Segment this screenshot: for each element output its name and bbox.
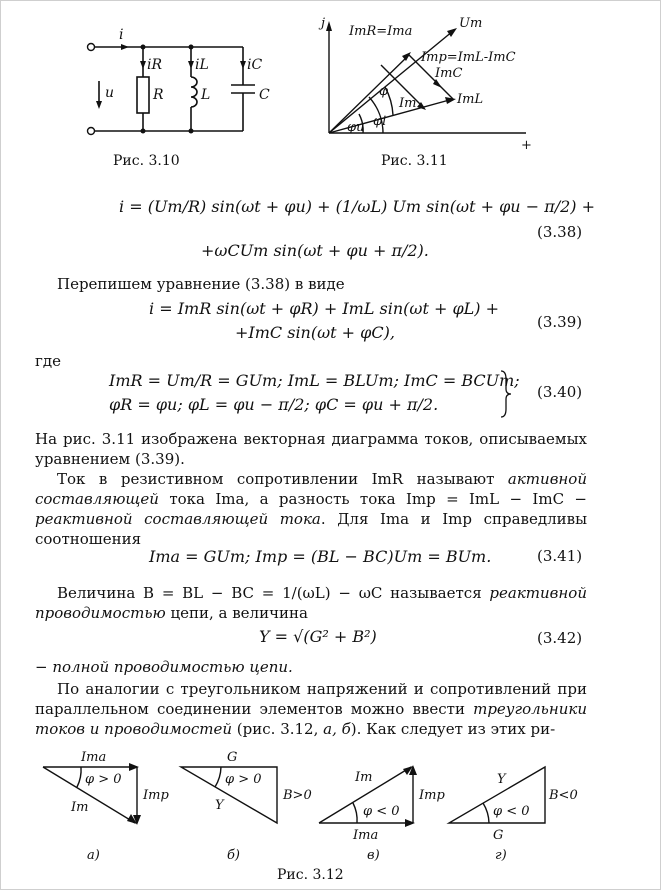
equation-number-3-41: (3.41) — [537, 547, 583, 565]
label-phiu: φu — [347, 120, 365, 135]
fig312g-label-hyp: Y — [497, 772, 506, 787]
equation-3-38-line1: i = (Um/R) sin(ωt + φu) + (1/ωL) Um sin(ωt + φu − π/2) + — [119, 197, 596, 216]
fig312a-label-angle: φ > 0 — [85, 772, 122, 787]
label-u: u — [105, 85, 115, 101]
fig312v-letter: в) — [367, 848, 380, 863]
fig312b-label-angle: φ > 0 — [225, 772, 262, 787]
fig312a-letter: а) — [87, 848, 100, 863]
para5-text-3: ). Как следует из этих ри- — [350, 720, 556, 738]
fig312g-letter: г) — [495, 848, 507, 863]
text-full-conductance: − полной проводимостью цепи. — [35, 658, 293, 676]
para5-text-2: (рис. 3.12, — [232, 720, 324, 738]
para3-text-1: Величина B = BL − BC = 1/(ωL) − ωC называется — [57, 584, 490, 602]
caption-fig-3-11: Рис. 3.11 — [381, 153, 448, 169]
fig312a-label-hyp: Im — [71, 800, 89, 815]
label-Im: Im — [399, 96, 417, 111]
axis-label-j: j — [321, 16, 326, 31]
para3-italic-1: реактивной проводимостью — [35, 584, 587, 622]
fig312v-label-hyp: Im — [355, 770, 373, 785]
label-Um: Um — [459, 16, 483, 31]
fig312v-label-side: Imp — [419, 788, 445, 803]
fig312a-label-side: Imp — [143, 788, 169, 803]
triangles-fig-3-12 — [31, 747, 591, 867]
label-ImR: ImR=Ima — [349, 24, 413, 39]
vector-diagram-fig-3-11 — [311, 11, 541, 151]
para2-italic-2: реактивной составляющей тока — [35, 510, 321, 528]
paragraph-vector-diagram: На рис. 3.11 изображена векторная диаграмма токов, описываемых уравнением (3.39). — [35, 430, 587, 468]
equation-number-3-40: (3.40) — [537, 383, 583, 401]
fig312b-label-top: G — [227, 750, 238, 765]
label-ImL: ImL — [457, 92, 484, 107]
paragraph-reactive-conductance — [35, 583, 587, 623]
circuit-diagram-fig-3-10 — [81, 19, 281, 147]
text-where: где — [35, 352, 61, 370]
equation-3-40-line2: φR = φu; φL = φu − π/2; φC = φu + π/2. — [109, 395, 439, 414]
fig312g-label-bottom: G — [493, 828, 504, 843]
paragraph-triangles — [35, 679, 587, 739]
label-i: i — [119, 27, 124, 43]
para5-text-1: По аналогии с треугольником напряжений и сопротивлений при параллельном соединении элементов можно ввести — [35, 680, 587, 718]
label-iR: iR — [147, 57, 163, 73]
para2-italic-1: активной составляющей — [35, 470, 587, 508]
fig312v-label-angle: φ < 0 — [363, 804, 400, 819]
equation-3-39-line2: +ImC sin(ωt + φC), — [235, 323, 395, 342]
equation-3-38-line2: +ωCUm sin(ωt + φu + π/2). — [201, 241, 429, 260]
equation-3-41: Ima = GUm; Imp = (BL − BC)Um = BUm. — [149, 547, 492, 566]
caption-fig-3-10: Рис. 3.10 — [113, 153, 180, 169]
label-R: R — [153, 87, 164, 103]
text-rewrite: Перепишем уравнение (3.38) в виде — [57, 275, 345, 293]
para2-text-1: Ток в резистивном сопротивлении ImR называют — [57, 470, 508, 488]
fig312v-label-bottom: Ima — [353, 828, 379, 843]
equation-3-40-line1: ImR = Um/R = GUm; ImL = BLUm; ImC = BCUm; — [109, 371, 520, 390]
axis-label-plus: + — [521, 138, 532, 151]
equation-3-39-line1: i = ImR sin(ωt + φR) + ImL sin(ωt + φL) + — [149, 299, 500, 318]
label-L: L — [201, 87, 211, 103]
para2-text-3: . Для Ima и Imp справедливы соотношения — [35, 510, 588, 548]
paragraph-active-reactive — [35, 469, 587, 549]
para2-text-2: тока Ima, а разность тока Imp = ImL − ImC − — [158, 490, 587, 508]
fig312a-label-top: Ima — [81, 750, 107, 765]
fig312g-label-angle: φ < 0 — [493, 804, 530, 819]
label-ImC: ImC — [435, 66, 463, 81]
fig312b-label-side: B>0 — [283, 788, 312, 803]
equation-3-42: Y = √(G² + B²) — [259, 627, 377, 646]
label-iL: iL — [195, 57, 209, 73]
fig312b-label-hyp: Y — [215, 798, 224, 813]
label-Imp: Imp=ImL-ImC — [421, 50, 516, 65]
brace-icon — [499, 369, 513, 419]
equation-number-3-38: (3.38) — [537, 223, 583, 241]
fig312b-letter: б) — [227, 848, 241, 863]
equation-number-3-39: (3.39) — [537, 313, 583, 331]
label-iC: iC — [247, 57, 263, 73]
para5-italic-2: а, б — [323, 720, 351, 738]
para5-italic-1: треугольники токов и проводимостей — [35, 700, 587, 738]
equation-number-3-42: (3.42) — [537, 629, 583, 647]
label-phi: φ — [379, 84, 389, 99]
caption-fig-3-12: Рис. 3.12 — [277, 867, 344, 883]
para3-text-2: цепи, а величина — [165, 604, 308, 622]
fig312g-label-side: B<0 — [549, 788, 578, 803]
label-phii: φi — [373, 114, 387, 129]
label-C: C — [259, 87, 270, 103]
